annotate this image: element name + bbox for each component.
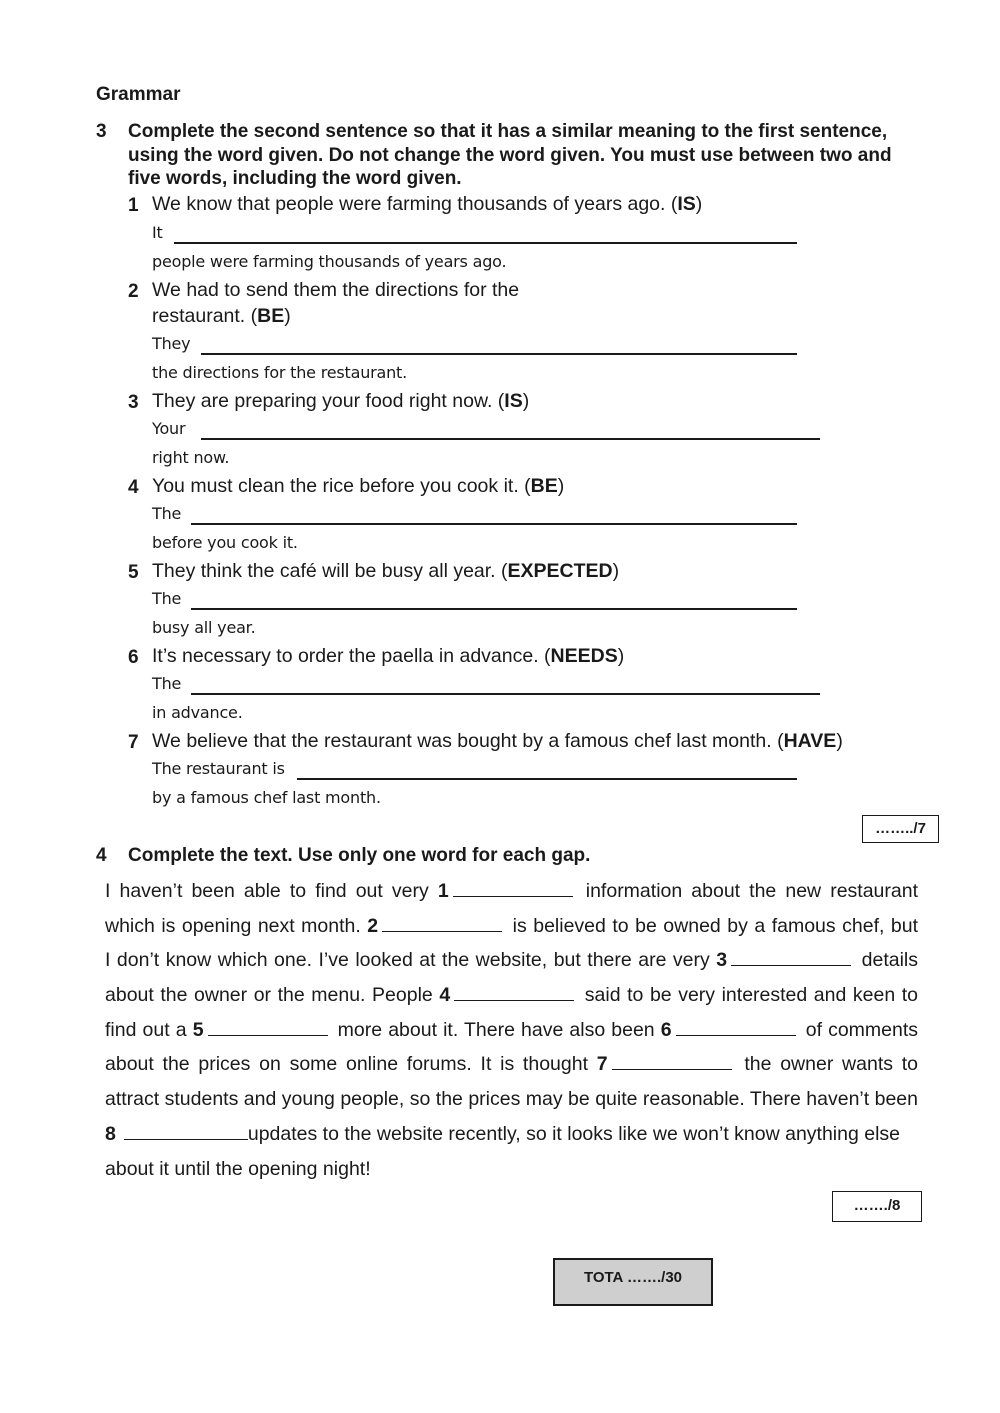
instruction-line: five words, including the word given. bbox=[128, 168, 462, 189]
keyword: BE bbox=[530, 475, 558, 497]
exercise-4-score-box: ……./8 bbox=[832, 1191, 922, 1222]
sentence-start: It bbox=[152, 223, 163, 242]
item-number: 6 bbox=[128, 647, 139, 668]
answer-line[interactable] bbox=[191, 523, 797, 525]
section-title: Grammar bbox=[96, 84, 181, 105]
text-line: attract students and young people, so the prices may be quite reasonable. There haven’t been bbox=[105, 1088, 918, 1110]
gap-blank[interactable] bbox=[453, 880, 573, 897]
sentence-end: people were farming thousands of years ago. bbox=[152, 252, 507, 271]
exercise-4-number: 4 bbox=[96, 845, 107, 866]
text-line: which is opening next month. 2 is believed to be owned by a famous chef, but bbox=[105, 915, 919, 937]
keyword: BE bbox=[257, 305, 285, 327]
item-number: 3 bbox=[128, 392, 139, 413]
text-line: I don’t know which one. I’ve looked at the website, but there are very 3 details bbox=[105, 949, 918, 971]
sentence-end: before you cook it. bbox=[152, 533, 298, 552]
item-number: 5 bbox=[128, 562, 139, 583]
sentence-end: busy all year. bbox=[152, 618, 256, 637]
keyword: IS bbox=[677, 193, 696, 215]
item-prompt: restaurant. (BE) bbox=[152, 305, 291, 327]
answer-line[interactable] bbox=[191, 693, 820, 695]
item-prompt: They are preparing your food right now. (IS) bbox=[152, 390, 530, 412]
item-prompt: We believe that the restaurant was bought by a famous chef last month. (HAVE) bbox=[152, 730, 843, 752]
keyword: NEEDS bbox=[550, 645, 618, 667]
gap-blank[interactable] bbox=[454, 984, 574, 1001]
total-score-box: TOTA ……./30 bbox=[553, 1258, 713, 1306]
keyword: HAVE bbox=[783, 730, 837, 752]
keyword: IS bbox=[504, 390, 523, 412]
sentence-start: The bbox=[152, 589, 182, 608]
item-prompt: It’s necessary to order the paella in advance. (NEEDS) bbox=[152, 645, 625, 667]
sentence-start: Your bbox=[152, 419, 186, 438]
sentence-start: The bbox=[152, 504, 182, 523]
gap-blank[interactable] bbox=[382, 915, 502, 932]
sentence-start: The restaurant is bbox=[152, 759, 285, 778]
text-line: 8 updates to the website recently, so it looks like we won’t know anything else bbox=[105, 1123, 901, 1145]
item-prompt: We know that people were farming thousands of years ago. (IS) bbox=[152, 193, 703, 215]
gap-blank[interactable] bbox=[731, 949, 851, 966]
item-number: 1 bbox=[128, 195, 139, 216]
item-prompt: We had to send them the directions for the bbox=[152, 279, 520, 301]
keyword: EXPECTED bbox=[507, 560, 613, 582]
answer-line[interactable] bbox=[201, 438, 820, 440]
instruction-line: using the word given. Do not change the word given. You must use between two and bbox=[128, 144, 892, 166]
gap-number: 3 bbox=[716, 949, 728, 971]
item-number: 7 bbox=[128, 732, 139, 753]
sentence-end: right now. bbox=[152, 448, 230, 467]
gap-number: 8 bbox=[105, 1123, 116, 1145]
text-line: I haven’t been able to find out very 1 information about the new restaurant bbox=[105, 880, 918, 902]
sentence-end: the directions for the restaurant. bbox=[152, 363, 408, 382]
gap-number: 5 bbox=[192, 1019, 204, 1041]
exercise-3-number: 3 bbox=[96, 121, 107, 142]
exercise-4-instruction: Complete the text. Use only one word for each gap. bbox=[128, 845, 591, 866]
gap-blank[interactable] bbox=[208, 1019, 328, 1036]
answer-line[interactable] bbox=[297, 778, 797, 780]
answer-line[interactable] bbox=[201, 353, 797, 355]
gap-number: 4 bbox=[439, 984, 451, 1006]
item-number: 2 bbox=[128, 281, 139, 302]
text-line: about it until the opening night! bbox=[105, 1158, 371, 1180]
gap-number: 1 bbox=[437, 880, 449, 902]
gap-blank[interactable] bbox=[124, 1123, 248, 1140]
item-prompt: They think the café will be busy all year. (EXPECTED) bbox=[152, 560, 620, 582]
item-number: 4 bbox=[128, 477, 139, 498]
item-prompt: You must clean the rice before you cook it. (BE) bbox=[152, 475, 565, 497]
gap-number: 7 bbox=[596, 1053, 608, 1075]
exercise-3-instruction bbox=[128, 120, 948, 191]
gap-blank[interactable] bbox=[676, 1019, 796, 1036]
gap-number: 2 bbox=[367, 915, 379, 937]
gap-number: 6 bbox=[660, 1019, 672, 1041]
sentence-end: by a famous chef last month. bbox=[152, 788, 381, 807]
instruction-line: Complete the second sentence so that it has a similar meaning to the first sentence, bbox=[128, 121, 888, 142]
text-line: about the owner or the menu. People 4 said to be very interested and keen to bbox=[105, 984, 919, 1006]
gap-blank[interactable] bbox=[612, 1053, 732, 1070]
text-line: about the prices on some online forums. It is thought 7 the owner wants to bbox=[105, 1053, 919, 1075]
sentence-start: The bbox=[152, 674, 182, 693]
sentence-end: in advance. bbox=[152, 703, 243, 722]
text-line: find out a 5 more about it. There have also been 6 of comments bbox=[105, 1019, 919, 1041]
exercise-3-score-box: ……../7 bbox=[862, 815, 939, 843]
answer-line[interactable] bbox=[191, 608, 797, 610]
answer-line[interactable] bbox=[174, 242, 797, 244]
sentence-start: They bbox=[152, 334, 191, 353]
